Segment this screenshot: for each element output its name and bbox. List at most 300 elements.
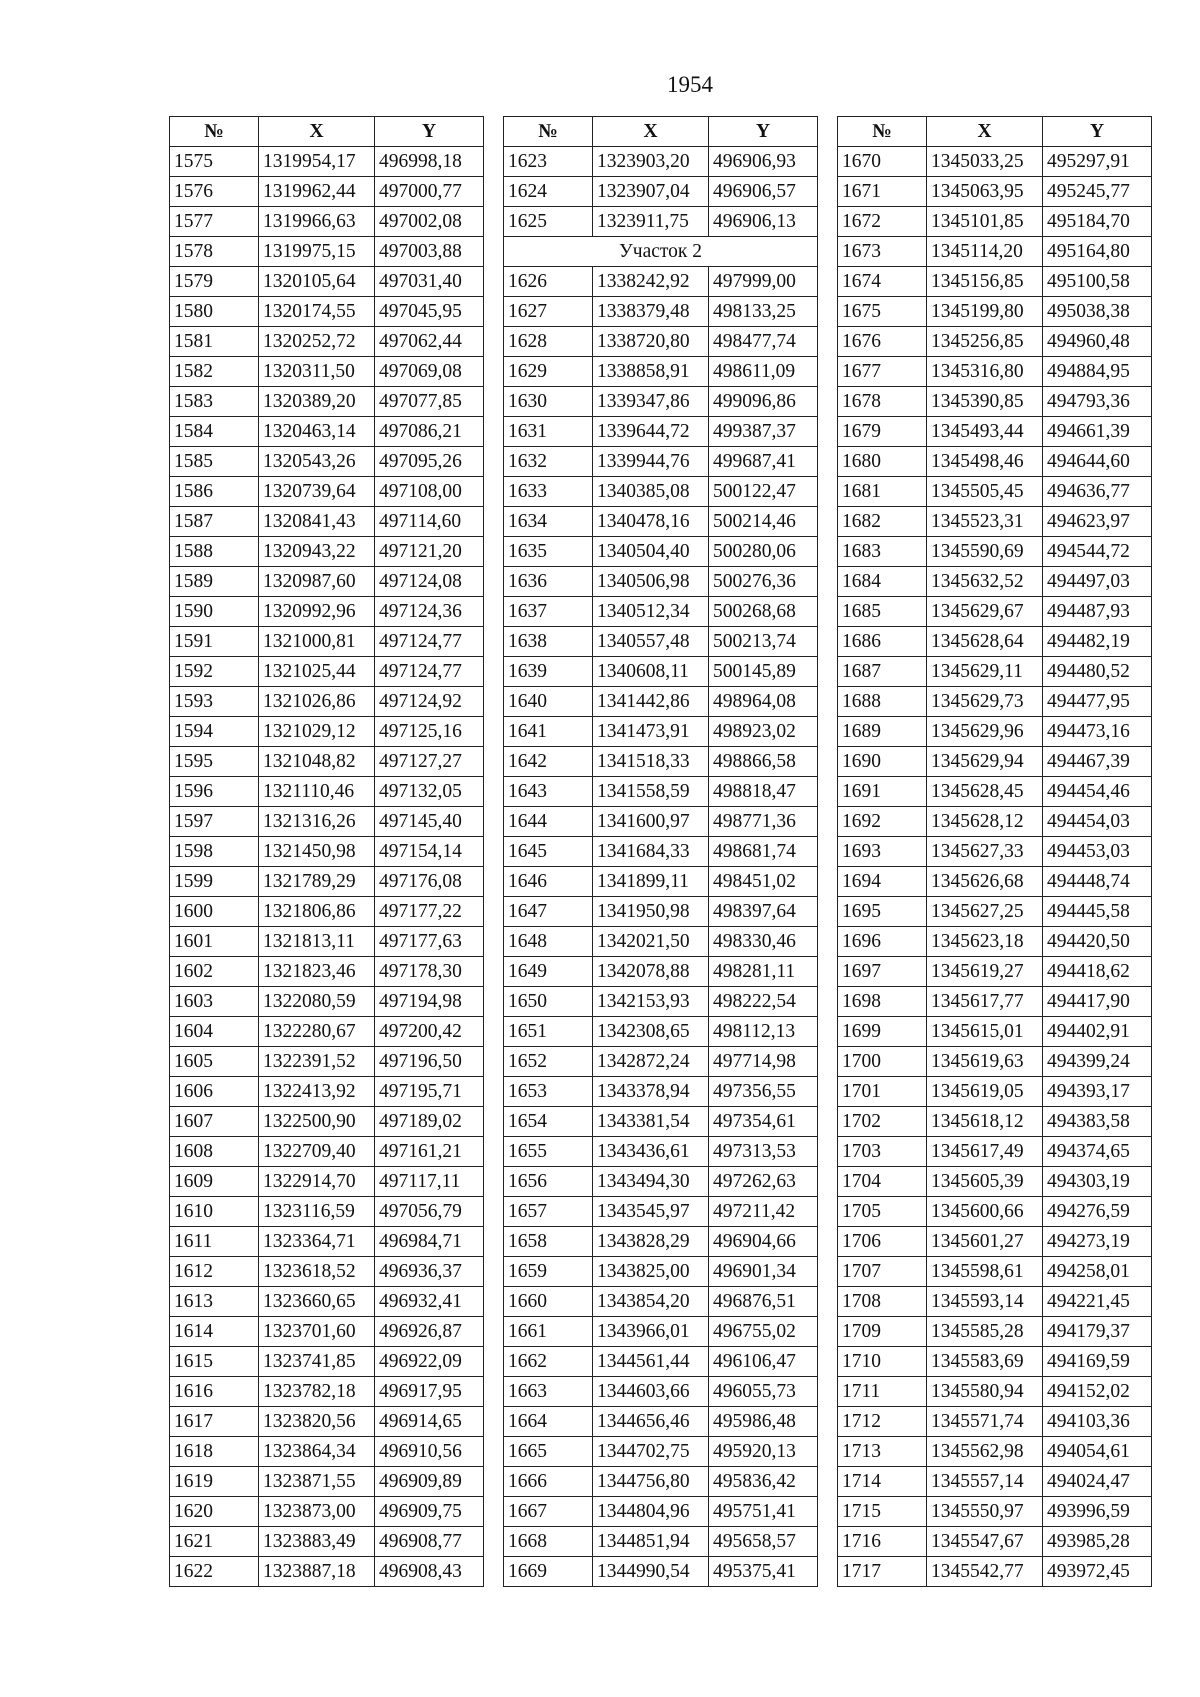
table-row — [170, 1347, 484, 1377]
y-coordinate: 494445,58 — [1043, 897, 1152, 927]
point-number: 1618 — [170, 1437, 259, 1467]
x-coordinate: 1323364,71 — [259, 1227, 375, 1257]
header-y: Y — [1043, 117, 1152, 147]
point-number: 1619 — [170, 1467, 259, 1497]
table-row — [504, 177, 818, 207]
y-coordinate: 494454,46 — [1043, 777, 1152, 807]
table-row — [838, 717, 1152, 747]
table-row — [504, 1047, 818, 1077]
coordinate-table-3 — [837, 116, 1152, 1587]
point-number: 1601 — [170, 927, 259, 957]
y-coordinate: 496909,75 — [375, 1497, 484, 1527]
point-number: 1577 — [170, 207, 259, 237]
point-number: 1666 — [504, 1467, 593, 1497]
table-row — [504, 207, 818, 237]
x-coordinate: 1323883,49 — [259, 1527, 375, 1557]
table-row — [504, 597, 818, 627]
table-row — [170, 687, 484, 717]
table-row — [170, 297, 484, 327]
y-coordinate: 497262,63 — [709, 1167, 818, 1197]
y-coordinate: 497999,00 — [709, 267, 818, 297]
table-row — [838, 327, 1152, 357]
x-coordinate: 1344603,66 — [593, 1377, 709, 1407]
table-row — [838, 837, 1152, 867]
x-coordinate: 1345033,25 — [927, 147, 1043, 177]
x-coordinate: 1345626,68 — [927, 867, 1043, 897]
y-coordinate: 496901,34 — [709, 1257, 818, 1287]
point-number: 1696 — [838, 927, 927, 957]
x-coordinate: 1342021,50 — [593, 927, 709, 957]
x-coordinate: 1340608,11 — [593, 657, 709, 687]
table-row — [838, 1347, 1152, 1377]
y-coordinate: 497031,40 — [375, 267, 484, 297]
x-coordinate: 1338720,80 — [593, 327, 709, 357]
table-row — [504, 747, 818, 777]
point-number: 1665 — [504, 1437, 593, 1467]
y-coordinate: 496922,09 — [375, 1347, 484, 1377]
point-number: 1614 — [170, 1317, 259, 1347]
y-coordinate: 496906,93 — [709, 147, 818, 177]
table-row — [838, 147, 1152, 177]
table-row — [170, 327, 484, 357]
x-coordinate: 1345557,14 — [927, 1467, 1043, 1497]
table-row — [504, 1257, 818, 1287]
y-coordinate: 497356,55 — [709, 1077, 818, 1107]
y-coordinate: 494661,39 — [1043, 417, 1152, 447]
point-number: 1596 — [170, 777, 259, 807]
table-row — [170, 867, 484, 897]
x-coordinate: 1323887,18 — [259, 1557, 375, 1587]
table-row — [504, 567, 818, 597]
x-coordinate: 1345623,18 — [927, 927, 1043, 957]
table-row — [170, 957, 484, 987]
table-row — [504, 267, 818, 297]
point-number: 1690 — [838, 747, 927, 777]
y-coordinate: 495920,13 — [709, 1437, 818, 1467]
table-row — [170, 417, 484, 447]
point-number: 1671 — [838, 177, 927, 207]
x-coordinate: 1345585,28 — [927, 1317, 1043, 1347]
table-row — [838, 1227, 1152, 1257]
point-number: 1661 — [504, 1317, 593, 1347]
y-coordinate: 497177,22 — [375, 897, 484, 927]
header-x: X — [927, 117, 1043, 147]
y-coordinate: 497124,08 — [375, 567, 484, 597]
point-number: 1615 — [170, 1347, 259, 1377]
table-row — [170, 837, 484, 867]
y-coordinate: 494383,58 — [1043, 1107, 1152, 1137]
x-coordinate: 1319962,44 — [259, 177, 375, 207]
table-row — [838, 747, 1152, 777]
point-number: 1676 — [838, 327, 927, 357]
table-row — [170, 177, 484, 207]
point-number: 1714 — [838, 1467, 927, 1497]
y-coordinate: 498923,02 — [709, 717, 818, 747]
x-coordinate: 1321029,12 — [259, 717, 375, 747]
y-coordinate: 500276,36 — [709, 567, 818, 597]
table-row — [838, 1197, 1152, 1227]
y-coordinate: 496936,37 — [375, 1257, 484, 1287]
x-coordinate: 1345114,20 — [927, 237, 1043, 267]
point-number: 1647 — [504, 897, 593, 927]
table-row — [504, 1287, 818, 1317]
table-row — [504, 927, 818, 957]
point-number: 1603 — [170, 987, 259, 1017]
x-coordinate: 1345617,49 — [927, 1137, 1043, 1167]
x-coordinate: 1341899,11 — [593, 867, 709, 897]
y-coordinate: 497095,26 — [375, 447, 484, 477]
y-coordinate: 494399,24 — [1043, 1047, 1152, 1077]
point-number: 1687 — [838, 657, 927, 687]
x-coordinate: 1319966,63 — [259, 207, 375, 237]
table-row — [170, 1317, 484, 1347]
table-row — [838, 927, 1152, 957]
x-coordinate: 1321823,46 — [259, 957, 375, 987]
x-coordinate: 1320943,22 — [259, 537, 375, 567]
point-number: 1576 — [170, 177, 259, 207]
point-number: 1587 — [170, 507, 259, 537]
x-coordinate: 1323871,55 — [259, 1467, 375, 1497]
table-row — [838, 957, 1152, 987]
table-row — [838, 177, 1152, 207]
point-number: 1707 — [838, 1257, 927, 1287]
point-number: 1581 — [170, 327, 259, 357]
x-coordinate: 1345550,97 — [927, 1497, 1043, 1527]
point-number: 1635 — [504, 537, 593, 567]
table-row — [170, 597, 484, 627]
table-row — [838, 417, 1152, 447]
x-coordinate: 1320105,64 — [259, 267, 375, 297]
y-coordinate: 497117,11 — [375, 1167, 484, 1197]
x-coordinate: 1338379,48 — [593, 297, 709, 327]
point-number: 1692 — [838, 807, 927, 837]
x-coordinate: 1345063,95 — [927, 177, 1043, 207]
table-row — [838, 1557, 1152, 1587]
y-coordinate: 500145,89 — [709, 657, 818, 687]
y-coordinate: 497127,27 — [375, 747, 484, 777]
point-number: 1597 — [170, 807, 259, 837]
x-coordinate: 1345256,85 — [927, 327, 1043, 357]
x-coordinate: 1321450,98 — [259, 837, 375, 867]
point-number: 1638 — [504, 627, 593, 657]
x-coordinate: 1341950,98 — [593, 897, 709, 927]
y-coordinate: 493972,45 — [1043, 1557, 1152, 1587]
x-coordinate: 1321316,26 — [259, 807, 375, 837]
x-coordinate: 1342153,93 — [593, 987, 709, 1017]
y-coordinate: 496906,57 — [709, 177, 818, 207]
table-row — [504, 1017, 818, 1047]
point-number: 1655 — [504, 1137, 593, 1167]
table-row — [504, 957, 818, 987]
point-number: 1709 — [838, 1317, 927, 1347]
point-number: 1578 — [170, 237, 259, 267]
table-row — [504, 387, 818, 417]
table-row — [838, 447, 1152, 477]
table-header-row — [838, 117, 1152, 147]
y-coordinate: 497196,50 — [375, 1047, 484, 1077]
table-row — [170, 357, 484, 387]
point-number: 1673 — [838, 237, 927, 267]
table-row — [838, 1137, 1152, 1167]
point-number: 1598 — [170, 837, 259, 867]
y-coordinate: 497714,98 — [709, 1047, 818, 1077]
header-number: № — [504, 117, 593, 147]
y-coordinate: 495164,80 — [1043, 237, 1152, 267]
table-row — [838, 1257, 1152, 1287]
y-coordinate: 496917,95 — [375, 1377, 484, 1407]
table-row — [170, 477, 484, 507]
x-coordinate: 1323116,59 — [259, 1197, 375, 1227]
y-coordinate: 498681,74 — [709, 837, 818, 867]
table-row — [170, 897, 484, 927]
table-row — [504, 837, 818, 867]
x-coordinate: 1323618,52 — [259, 1257, 375, 1287]
x-coordinate: 1320389,20 — [259, 387, 375, 417]
x-coordinate: 1345628,12 — [927, 807, 1043, 837]
x-coordinate: 1340385,08 — [593, 477, 709, 507]
y-coordinate: 494960,48 — [1043, 327, 1152, 357]
point-number: 1582 — [170, 357, 259, 387]
table-row — [170, 207, 484, 237]
y-coordinate: 494152,02 — [1043, 1377, 1152, 1407]
table-row — [170, 1227, 484, 1257]
x-coordinate: 1345615,01 — [927, 1017, 1043, 1047]
x-coordinate: 1345617,77 — [927, 987, 1043, 1017]
y-coordinate: 497002,08 — [375, 207, 484, 237]
table-row — [504, 357, 818, 387]
point-number: 1688 — [838, 687, 927, 717]
point-number: 1627 — [504, 297, 593, 327]
y-coordinate: 498133,25 — [709, 297, 818, 327]
header-y: Y — [709, 117, 818, 147]
x-coordinate: 1344656,46 — [593, 1407, 709, 1437]
point-number: 1580 — [170, 297, 259, 327]
x-coordinate: 1345605,39 — [927, 1167, 1043, 1197]
table-row — [838, 897, 1152, 927]
point-number: 1622 — [170, 1557, 259, 1587]
point-number: 1712 — [838, 1407, 927, 1437]
x-coordinate: 1323660,65 — [259, 1287, 375, 1317]
x-coordinate: 1342308,65 — [593, 1017, 709, 1047]
point-number: 1583 — [170, 387, 259, 417]
table-row — [504, 1467, 818, 1497]
x-coordinate: 1321789,29 — [259, 867, 375, 897]
x-coordinate: 1343545,97 — [593, 1197, 709, 1227]
x-coordinate: 1345628,64 — [927, 627, 1043, 657]
table-row — [838, 1527, 1152, 1557]
table-row — [170, 1407, 484, 1437]
y-coordinate: 496926,87 — [375, 1317, 484, 1347]
x-coordinate: 1323873,00 — [259, 1497, 375, 1527]
table-row — [838, 597, 1152, 627]
y-coordinate: 497194,98 — [375, 987, 484, 1017]
header-y: Y — [375, 117, 484, 147]
y-coordinate: 497124,77 — [375, 627, 484, 657]
x-coordinate: 1320992,96 — [259, 597, 375, 627]
point-number: 1629 — [504, 357, 593, 387]
x-coordinate: 1320463,14 — [259, 417, 375, 447]
table-row — [170, 567, 484, 597]
x-coordinate: 1345629,73 — [927, 687, 1043, 717]
x-coordinate: 1322080,59 — [259, 987, 375, 1017]
table-row — [838, 357, 1152, 387]
table-row — [504, 1197, 818, 1227]
table-row — [838, 1407, 1152, 1437]
x-coordinate: 1342872,24 — [593, 1047, 709, 1077]
point-number: 1604 — [170, 1017, 259, 1047]
x-coordinate: 1320174,55 — [259, 297, 375, 327]
point-number: 1609 — [170, 1167, 259, 1197]
x-coordinate: 1345601,27 — [927, 1227, 1043, 1257]
y-coordinate: 496755,02 — [709, 1317, 818, 1347]
point-number: 1612 — [170, 1257, 259, 1287]
point-number: 1633 — [504, 477, 593, 507]
table-row — [838, 1497, 1152, 1527]
point-number: 1624 — [504, 177, 593, 207]
x-coordinate: 1343378,94 — [593, 1077, 709, 1107]
y-coordinate: 498451,02 — [709, 867, 818, 897]
y-coordinate: 496904,66 — [709, 1227, 818, 1257]
y-coordinate: 495184,70 — [1043, 207, 1152, 237]
x-coordinate: 1345627,33 — [927, 837, 1043, 867]
y-coordinate: 494644,60 — [1043, 447, 1152, 477]
table-row — [170, 1017, 484, 1047]
point-number: 1584 — [170, 417, 259, 447]
point-number: 1631 — [504, 417, 593, 447]
x-coordinate: 1341442,86 — [593, 687, 709, 717]
point-number: 1685 — [838, 597, 927, 627]
x-coordinate: 1345505,45 — [927, 477, 1043, 507]
point-number: 1664 — [504, 1407, 593, 1437]
table-row — [170, 1437, 484, 1467]
header-x: X — [259, 117, 375, 147]
point-number: 1694 — [838, 867, 927, 897]
table-row — [170, 1047, 484, 1077]
y-coordinate: 495297,91 — [1043, 147, 1152, 177]
y-coordinate: 497161,21 — [375, 1137, 484, 1167]
x-coordinate: 1323782,18 — [259, 1377, 375, 1407]
y-coordinate: 494179,37 — [1043, 1317, 1152, 1347]
table-row — [838, 1017, 1152, 1047]
x-coordinate: 1345618,12 — [927, 1107, 1043, 1137]
point-number: 1681 — [838, 477, 927, 507]
y-coordinate: 500213,74 — [709, 627, 818, 657]
y-coordinate: 497124,77 — [375, 657, 484, 687]
y-coordinate: 496910,56 — [375, 1437, 484, 1467]
x-coordinate: 1322413,92 — [259, 1077, 375, 1107]
y-coordinate: 497195,71 — [375, 1077, 484, 1107]
table-row — [170, 657, 484, 687]
point-number: 1713 — [838, 1437, 927, 1467]
point-number: 1667 — [504, 1497, 593, 1527]
table-row — [170, 237, 484, 267]
y-coordinate: 497177,63 — [375, 927, 484, 957]
table-row — [504, 1557, 818, 1587]
x-coordinate: 1322914,70 — [259, 1167, 375, 1197]
table-row — [838, 207, 1152, 237]
point-number: 1623 — [504, 147, 593, 177]
x-coordinate: 1345619,05 — [927, 1077, 1043, 1107]
point-number: 1679 — [838, 417, 927, 447]
y-coordinate: 497056,79 — [375, 1197, 484, 1227]
x-coordinate: 1341518,33 — [593, 747, 709, 777]
point-number: 1659 — [504, 1257, 593, 1287]
y-coordinate: 498611,09 — [709, 357, 818, 387]
point-number: 1701 — [838, 1077, 927, 1107]
point-number: 1599 — [170, 867, 259, 897]
y-coordinate: 495751,41 — [709, 1497, 818, 1527]
point-number: 1691 — [838, 777, 927, 807]
point-number: 1611 — [170, 1227, 259, 1257]
table-row — [504, 147, 818, 177]
x-coordinate: 1345632,52 — [927, 567, 1043, 597]
point-number: 1693 — [838, 837, 927, 867]
point-number: 1663 — [504, 1377, 593, 1407]
section-title: Участок 2 — [504, 237, 818, 267]
x-coordinate: 1322280,67 — [259, 1017, 375, 1047]
y-coordinate: 498222,54 — [709, 987, 818, 1017]
x-coordinate: 1345598,61 — [927, 1257, 1043, 1287]
coordinate-tables — [169, 116, 1149, 1597]
x-coordinate: 1345629,67 — [927, 597, 1043, 627]
point-number: 1662 — [504, 1347, 593, 1377]
x-coordinate: 1345583,69 — [927, 1347, 1043, 1377]
point-number: 1650 — [504, 987, 593, 1017]
table-row — [838, 1047, 1152, 1077]
point-number: 1579 — [170, 267, 259, 297]
y-coordinate: 496984,71 — [375, 1227, 484, 1257]
y-coordinate: 496914,65 — [375, 1407, 484, 1437]
table-row — [504, 1407, 818, 1437]
header-number: № — [170, 117, 259, 147]
header-x: X — [593, 117, 709, 147]
y-coordinate: 495100,58 — [1043, 267, 1152, 297]
x-coordinate: 1341684,33 — [593, 837, 709, 867]
table-row — [504, 507, 818, 537]
point-number: 1626 — [504, 267, 593, 297]
y-coordinate: 494303,19 — [1043, 1167, 1152, 1197]
y-coordinate: 500280,06 — [709, 537, 818, 567]
y-coordinate: 497108,00 — [375, 477, 484, 507]
table-row — [838, 777, 1152, 807]
table-row — [838, 867, 1152, 897]
x-coordinate: 1338242,92 — [593, 267, 709, 297]
y-coordinate: 497354,61 — [709, 1107, 818, 1137]
y-coordinate: 498281,11 — [709, 957, 818, 987]
y-coordinate: 494417,90 — [1043, 987, 1152, 1017]
table-row — [838, 297, 1152, 327]
y-coordinate: 496998,18 — [375, 147, 484, 177]
y-coordinate: 495375,41 — [709, 1557, 818, 1587]
table-row — [170, 1197, 484, 1227]
point-number: 1591 — [170, 627, 259, 657]
table-row — [170, 807, 484, 837]
point-number: 1630 — [504, 387, 593, 417]
point-number: 1606 — [170, 1077, 259, 1107]
y-coordinate: 494487,93 — [1043, 597, 1152, 627]
y-coordinate: 497062,44 — [375, 327, 484, 357]
y-coordinate: 496908,43 — [375, 1557, 484, 1587]
y-coordinate: 494374,65 — [1043, 1137, 1152, 1167]
x-coordinate: 1343828,29 — [593, 1227, 709, 1257]
table-row — [170, 1167, 484, 1197]
table-row — [170, 537, 484, 567]
x-coordinate: 1320543,26 — [259, 447, 375, 477]
table-row — [504, 1167, 818, 1197]
point-number: 1595 — [170, 747, 259, 777]
y-coordinate: 497124,36 — [375, 597, 484, 627]
y-coordinate: 497178,30 — [375, 957, 484, 987]
